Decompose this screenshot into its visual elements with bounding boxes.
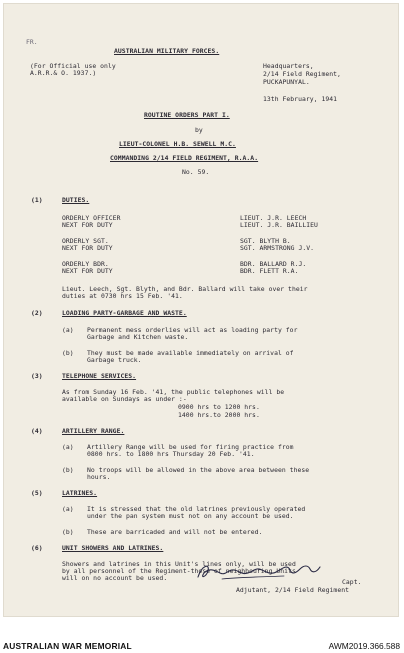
hq-line-3: PUCKAPUNYAL. xyxy=(263,78,310,86)
section-2-b-line-2: Garbage truck. xyxy=(87,356,142,364)
signature-rank: Capt. xyxy=(342,578,362,586)
section-4-a-line-1: Artillery Range will be used for firing practice from xyxy=(87,443,294,451)
duty-name-next: SGT. ARMSTRONG J.V. xyxy=(240,244,315,252)
by-line: by xyxy=(195,126,203,134)
handwritten-signature xyxy=(192,561,332,583)
section-4-title: ARTILLERY RANGE. xyxy=(62,427,125,435)
duty-role: ORDERLY BDR. xyxy=(62,260,109,268)
item-label-a: (a) xyxy=(62,443,74,451)
telephone-hours-2: 1400 hrs.to 2000 hrs. xyxy=(178,411,260,419)
signature-line: Adjutant, 2/14 Field Regiment xyxy=(236,586,350,594)
document-date: 13th February, 1941 xyxy=(263,95,338,103)
section-6-number: (6) xyxy=(31,544,43,552)
section-5-a-line-2: under the pan system must not on any account be used. xyxy=(87,512,294,520)
archive-footer xyxy=(0,638,404,653)
item-label-a: (a) xyxy=(62,326,74,334)
hq-line-1: Headquarters, xyxy=(263,62,314,70)
duty-name-next: BDR. FLETT R.A. xyxy=(240,267,299,275)
section-3-number: (3) xyxy=(31,372,43,380)
duty-role-next: NEXT FOR DUTY xyxy=(62,244,113,252)
duty-name: LIEUT. J.R. LEECH xyxy=(240,214,307,222)
corner-mark: FR. xyxy=(26,38,38,46)
section-2-a-line-2: Garbage and Kitchen waste. xyxy=(87,333,189,341)
section-1-number: (1) xyxy=(31,196,43,204)
section-5-a-line-1: It is stressed that the old latrines previously operated xyxy=(87,505,306,513)
commanding-line: COMMANDING 2/14 FIELD REGIMENT, R.A.A. xyxy=(110,154,259,162)
duty-role: ORDERLY SGT. xyxy=(62,237,109,245)
document-title: ROUTINE ORDERS PART I. xyxy=(144,111,230,119)
section-5-title: LATRINES. xyxy=(62,489,98,497)
section-2-b-line-1: They must be made available immediately on arrival of xyxy=(87,349,294,357)
duty-name: BDR. BALLARD R.J. xyxy=(240,260,307,268)
footer-accession-number: AWM2019.366.588 xyxy=(328,641,400,651)
section-5-b-line-1: These are barricaded and will not be entered. xyxy=(87,528,263,536)
section-2-title: LOADING PARTY-GARBAGE AND WASTE. xyxy=(62,309,187,317)
section-1-title: DUTIES. xyxy=(62,196,90,204)
order-number: No. 59. xyxy=(182,168,210,176)
hq-line-2: 2/14 Field Regiment, xyxy=(263,70,341,78)
duty-role: ORDERLY OFFICER xyxy=(62,214,121,222)
item-label-b: (b) xyxy=(62,349,74,357)
item-label-b: (b) xyxy=(62,528,74,536)
item-label-a: (a) xyxy=(62,505,74,513)
section-6-line-1: Showers and latrines in this Unit's lines only, will be used xyxy=(62,560,296,568)
duties-paragraph-line-2: duties at 0730 hrs 15 Feb. '41. xyxy=(62,292,183,300)
document-heading: AUSTRALIAN MILITARY FORCES. xyxy=(114,47,220,55)
item-label-b: (b) xyxy=(62,466,74,474)
duty-role-next: NEXT FOR DUTY xyxy=(62,221,113,229)
officer-line: LIEUT-COLONEL H.B. SEWELL M.C. xyxy=(119,140,236,148)
duty-name-next: LIEUT. J.R. BAILLIEU xyxy=(240,221,318,229)
section-3-line-2: available on Sundays as under :- xyxy=(62,395,187,403)
document-sheet xyxy=(4,4,398,616)
section-3-title: TELEPHONE SERVICES. xyxy=(62,372,137,380)
section-2-number: (2) xyxy=(31,309,43,317)
duties-paragraph-line-1: Lieut. Leech, Sgt. Blyth, and Bdr. Ballard will take over their xyxy=(62,285,308,293)
official-use-line-1: (For Official use only xyxy=(30,62,116,70)
duty-name: SGT. BLYTH B. xyxy=(240,237,291,245)
section-5-number: (5) xyxy=(31,489,43,497)
section-2-a-line-1: Permanent mess orderlies will act as loading party for xyxy=(87,326,298,334)
footer-credit: AUSTRALIAN WAR MEMORIAL xyxy=(3,641,132,651)
section-4-b-line-2: hours. xyxy=(87,473,111,481)
official-use-line-2: A.R.R.& O. 1937.) xyxy=(30,69,97,77)
section-4-b-line-1: No troops will be allowed in the above area between these xyxy=(87,466,310,474)
telephone-hours-1: 0900 hrs to 1200 hrs. xyxy=(178,403,260,411)
section-4-number: (4) xyxy=(31,427,43,435)
section-4-a-line-2: 0800 hrs. to 1800 hrs Thursday 20 Feb. '41. xyxy=(87,450,255,458)
section-6-line-2: by all personnel of the Regiment-those of neighbouring Units xyxy=(62,567,296,575)
section-6-title: UNIT SHOWERS AND LATRINES. xyxy=(62,544,164,552)
section-3-line-1: As from Sunday 16 Feb. '41, the public telephones will be xyxy=(62,388,285,396)
section-6-line-3: will on no account be used. xyxy=(62,574,168,582)
duty-role-next: NEXT FOR DUTY xyxy=(62,267,113,275)
